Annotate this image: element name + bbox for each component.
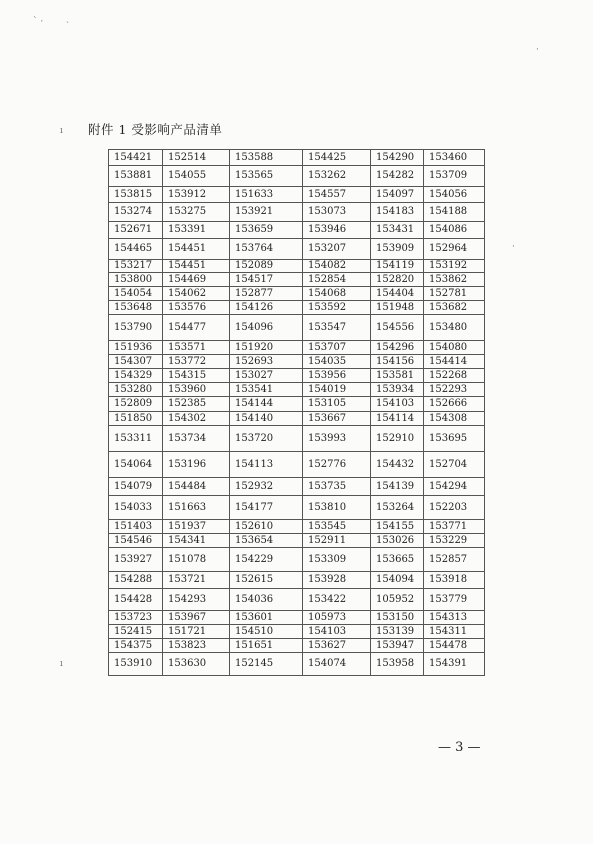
product-code-cell: 153630 [163, 653, 230, 676]
product-code-cell: 151633 [230, 187, 303, 203]
product-code-cell: 154055 [163, 166, 230, 187]
product-code-cell: 154341 [163, 534, 230, 548]
table-row [109, 287, 485, 301]
product-code-cell: 154391 [424, 653, 485, 676]
table-row [109, 452, 485, 478]
product-code-cell: 154094 [371, 572, 424, 589]
scan-mark: ˴ [66, 17, 69, 27]
product-code-cell: 154139 [371, 478, 424, 496]
product-code-cell: 152776 [303, 452, 371, 478]
product-code-cell: 153912 [163, 187, 230, 203]
product-code-cell: 154126 [230, 301, 303, 315]
product-code-cell: 154140 [230, 412, 303, 426]
product-code-cell: 153480 [424, 315, 485, 341]
product-code-cell: 151663 [163, 496, 230, 520]
product-code-cell: 154517 [230, 273, 303, 287]
document-title: 附件 1 受影响产品清单 [88, 122, 223, 137]
product-code-cell: 153709 [424, 166, 485, 187]
product-code-cell: 153928 [303, 572, 371, 589]
product-code-cell: 153665 [371, 548, 424, 572]
product-code-cell: 105973 [303, 611, 371, 625]
product-code-cell: 154113 [230, 452, 303, 478]
product-code-cell: 152704 [424, 452, 485, 478]
table-row [109, 520, 485, 534]
product-code-cell: 153073 [303, 203, 371, 222]
product-code-cell: 153192 [424, 260, 485, 273]
product-code-cell: 153150 [371, 611, 424, 625]
product-code-cell: 154428 [109, 589, 163, 611]
scan-mark: ˋ · [33, 17, 44, 27]
product-code-cell: 154469 [163, 273, 230, 287]
table-row [109, 653, 485, 676]
product-code-cell: 154290 [371, 150, 424, 166]
product-code-cell: 154096 [230, 315, 303, 341]
product-code-cell: 154062 [163, 287, 230, 301]
product-code-cell: 154432 [371, 452, 424, 478]
scan-mark: ı [60, 126, 63, 136]
product-code-cell: 154064 [109, 452, 163, 478]
product-code-cell: 154477 [163, 315, 230, 341]
table-row [109, 203, 485, 222]
product-code-cell: 154177 [230, 496, 303, 520]
product-code-cell: 153588 [230, 150, 303, 166]
product-code-cell: 152145 [230, 653, 303, 676]
product-code-cell: 152964 [424, 239, 485, 260]
table-row [109, 341, 485, 355]
product-code-cell: 153592 [303, 301, 371, 315]
product-code-cell: 154056 [424, 187, 485, 203]
product-code-cell: 154086 [424, 222, 485, 239]
product-code-cell: 153264 [371, 496, 424, 520]
product-code-cell: 152666 [424, 397, 485, 412]
product-code-cell: 154329 [109, 369, 163, 383]
product-code-cell: 153571 [163, 341, 230, 355]
product-code-cell: 154425 [303, 150, 371, 166]
product-code-cell: 151937 [163, 520, 230, 534]
scan-mark: ı [60, 659, 63, 669]
product-code-cell: 153667 [303, 412, 371, 426]
product-code-cell: 154074 [303, 653, 371, 676]
product-code-cell: 154155 [371, 520, 424, 534]
page-number: — 3 — [438, 740, 481, 755]
product-code-cell: 153565 [230, 166, 303, 187]
product-code-cell: 153723 [109, 611, 163, 625]
product-code-cell: 153105 [303, 397, 371, 412]
scan-mark: · [512, 242, 515, 252]
product-code-cell: 153026 [371, 534, 424, 548]
table-row [109, 301, 485, 315]
product-code-cell: 153810 [303, 496, 371, 520]
product-code-cell: 153918 [424, 572, 485, 589]
product-code-cell: 153960 [163, 383, 230, 397]
product-code-cell: 152610 [230, 520, 303, 534]
product-code-cell: 153734 [163, 426, 230, 452]
table-row [109, 548, 485, 572]
product-code-cell: 154421 [109, 150, 163, 166]
product-code-cell: 152268 [424, 369, 485, 383]
product-code-cell: 153910 [109, 653, 163, 676]
product-code-cell: 153779 [424, 589, 485, 611]
product-code-cell: 154451 [163, 239, 230, 260]
product-code-cell: 153217 [109, 260, 163, 273]
product-code-cell: 154082 [303, 260, 371, 273]
product-code-cell: 154079 [109, 478, 163, 496]
product-code-cell: 152671 [109, 222, 163, 239]
product-code-cell: 153541 [230, 383, 303, 397]
product-code-cell: 154080 [424, 341, 485, 355]
product-code-cell: 152293 [424, 383, 485, 397]
product-code-cell: 154484 [163, 478, 230, 496]
product-code-cell: 152693 [230, 355, 303, 369]
table-row [109, 412, 485, 426]
product-code-cell: 154183 [371, 203, 424, 222]
product-code-cell: 154307 [109, 355, 163, 369]
product-code-cell: 153720 [230, 426, 303, 452]
product-code-cell: 152809 [109, 397, 163, 412]
product-code-cell: 153460 [424, 150, 485, 166]
product-code-cell: 153422 [303, 589, 371, 611]
product-code-cell: 153311 [109, 426, 163, 452]
product-code-cell: 152615 [230, 572, 303, 589]
table-row [109, 572, 485, 589]
product-code-cell: 154119 [371, 260, 424, 273]
product-code-cell: 152415 [109, 625, 163, 639]
product-code-cell: 154036 [230, 589, 303, 611]
table-row [109, 478, 485, 496]
product-code-cell: 154114 [371, 412, 424, 426]
product-code-cell: 154282 [371, 166, 424, 187]
product-code-cell: 154293 [163, 589, 230, 611]
product-code-cell: 151850 [109, 412, 163, 426]
table-row [109, 150, 485, 166]
product-code-cell: 153431 [371, 222, 424, 239]
product-code-cell: 152385 [163, 397, 230, 412]
product-code-cell: 154229 [230, 548, 303, 572]
table-row [109, 426, 485, 452]
product-code-cell: 153946 [303, 222, 371, 239]
product-code-cell: 151948 [371, 301, 424, 315]
table-row [109, 534, 485, 548]
product-code-cell: 154054 [109, 287, 163, 301]
table-row [109, 273, 485, 287]
product-code-cell: 154035 [303, 355, 371, 369]
product-code-cell: 153815 [109, 187, 163, 203]
product-code-cell: 152820 [371, 273, 424, 287]
table-row [109, 239, 485, 260]
product-code-cell: 151651 [230, 639, 303, 653]
product-code-cell: 153881 [109, 166, 163, 187]
product-code-cell: 154451 [163, 260, 230, 273]
scan-mark: · [536, 45, 539, 55]
product-code-cell: 153707 [303, 341, 371, 355]
table-row [109, 260, 485, 273]
table-row [109, 625, 485, 639]
table-row [109, 397, 485, 412]
product-code-cell: 152857 [424, 548, 485, 572]
product-code-cell: 153862 [424, 273, 485, 287]
product-code-cell: 151920 [230, 341, 303, 355]
product-code-cell: 154404 [371, 287, 424, 301]
product-code-cell: 153262 [303, 166, 371, 187]
product-code-cell: 153927 [109, 548, 163, 572]
product-code-cell: 152932 [230, 478, 303, 496]
table-row [109, 355, 485, 369]
product-code-cell: 152854 [303, 273, 371, 287]
product-code-cell: 154103 [371, 397, 424, 412]
table-row [109, 496, 485, 520]
product-code-cell: 153581 [371, 369, 424, 383]
product-code-cell: 154144 [230, 397, 303, 412]
product-code-cell: 153627 [303, 639, 371, 653]
product-code-cell: 153659 [230, 222, 303, 239]
table-row [109, 611, 485, 625]
product-code-cell: 154294 [424, 478, 485, 496]
product-code-cell: 151403 [109, 520, 163, 534]
table-row [109, 166, 485, 187]
product-code-cell: 153207 [303, 239, 371, 260]
table-row [109, 589, 485, 611]
product-code-cell: 154556 [371, 315, 424, 341]
product-code-cell: 153721 [163, 572, 230, 589]
product-code-cell: 153695 [424, 426, 485, 452]
product-code-cell: 153764 [230, 239, 303, 260]
product-code-cell: 153682 [424, 301, 485, 315]
table-row [109, 369, 485, 383]
product-code-cell: 154375 [109, 639, 163, 653]
product-code-cell: 154313 [424, 611, 485, 625]
product-code-cell: 154510 [230, 625, 303, 639]
table-row [109, 187, 485, 203]
product-code-cell: 151078 [163, 548, 230, 572]
product-code-cell: 154068 [303, 287, 371, 301]
product-code-cell: 154414 [424, 355, 485, 369]
product-code-cell: 154465 [109, 239, 163, 260]
product-code-cell: 154557 [303, 187, 371, 203]
product-code-cell: 153958 [371, 653, 424, 676]
product-code-cell: 151721 [163, 625, 230, 639]
product-code-cell: 153772 [163, 355, 230, 369]
product-code-cell: 153196 [163, 452, 230, 478]
product-code-cell: 154302 [163, 412, 230, 426]
product-code-cell: 153139 [371, 625, 424, 639]
product-code-cell: 152877 [230, 287, 303, 301]
product-code-cell: 105952 [371, 589, 424, 611]
product-code-cell: 154308 [424, 412, 485, 426]
product-code-cell: 154546 [109, 534, 163, 548]
product-code-cell: 154033 [109, 496, 163, 520]
product-code-cell: 153275 [163, 203, 230, 222]
product-code-cell: 154478 [424, 639, 485, 653]
table-row [109, 222, 485, 239]
product-code-cell: 153909 [371, 239, 424, 260]
product-code-cell: 153547 [303, 315, 371, 341]
table-row [109, 639, 485, 653]
product-code-cell: 153823 [163, 639, 230, 653]
product-code-cell: 153229 [424, 534, 485, 548]
product-code-cell: 154296 [371, 341, 424, 355]
product-code-cell: 154097 [371, 187, 424, 203]
product-code-cell: 153947 [371, 639, 424, 653]
table-body [109, 150, 485, 676]
table-row [109, 383, 485, 397]
product-code-cell: 153790 [109, 315, 163, 341]
product-code-cell: 153967 [163, 611, 230, 625]
product-code-cell: 154019 [303, 383, 371, 397]
product-code-cell: 154103 [303, 625, 371, 639]
product-code-cell: 153921 [230, 203, 303, 222]
product-code-cell: 152910 [371, 426, 424, 452]
product-code-cell: 153735 [303, 478, 371, 496]
product-code-cell: 152781 [424, 287, 485, 301]
product-code-cell: 153956 [303, 369, 371, 383]
product-code-cell: 153771 [424, 520, 485, 534]
affected-products-table [108, 149, 485, 676]
product-code-cell: 153274 [109, 203, 163, 222]
product-code-cell: 153576 [163, 301, 230, 315]
product-code-cell: 153545 [303, 520, 371, 534]
product-code-cell: 152911 [303, 534, 371, 548]
product-code-cell: 153280 [109, 383, 163, 397]
product-code-cell: 153601 [230, 611, 303, 625]
table-row [109, 315, 485, 341]
product-code-cell: 154315 [163, 369, 230, 383]
product-code-cell: 153993 [303, 426, 371, 452]
product-code-cell: 154188 [424, 203, 485, 222]
product-code-cell: 154288 [109, 572, 163, 589]
product-code-cell: 153934 [371, 383, 424, 397]
product-code-cell: 152514 [163, 150, 230, 166]
product-code-cell: 153309 [303, 548, 371, 572]
product-code-cell: 153391 [163, 222, 230, 239]
product-code-cell: 154311 [424, 625, 485, 639]
product-code-cell: 153800 [109, 273, 163, 287]
product-code-cell: 152089 [230, 260, 303, 273]
product-code-cell: 153648 [109, 301, 163, 315]
product-code-cell: 153027 [230, 369, 303, 383]
product-code-cell: 153654 [230, 534, 303, 548]
product-code-cell: 151936 [109, 341, 163, 355]
product-code-cell: 152203 [424, 496, 485, 520]
product-code-cell: 154156 [371, 355, 424, 369]
